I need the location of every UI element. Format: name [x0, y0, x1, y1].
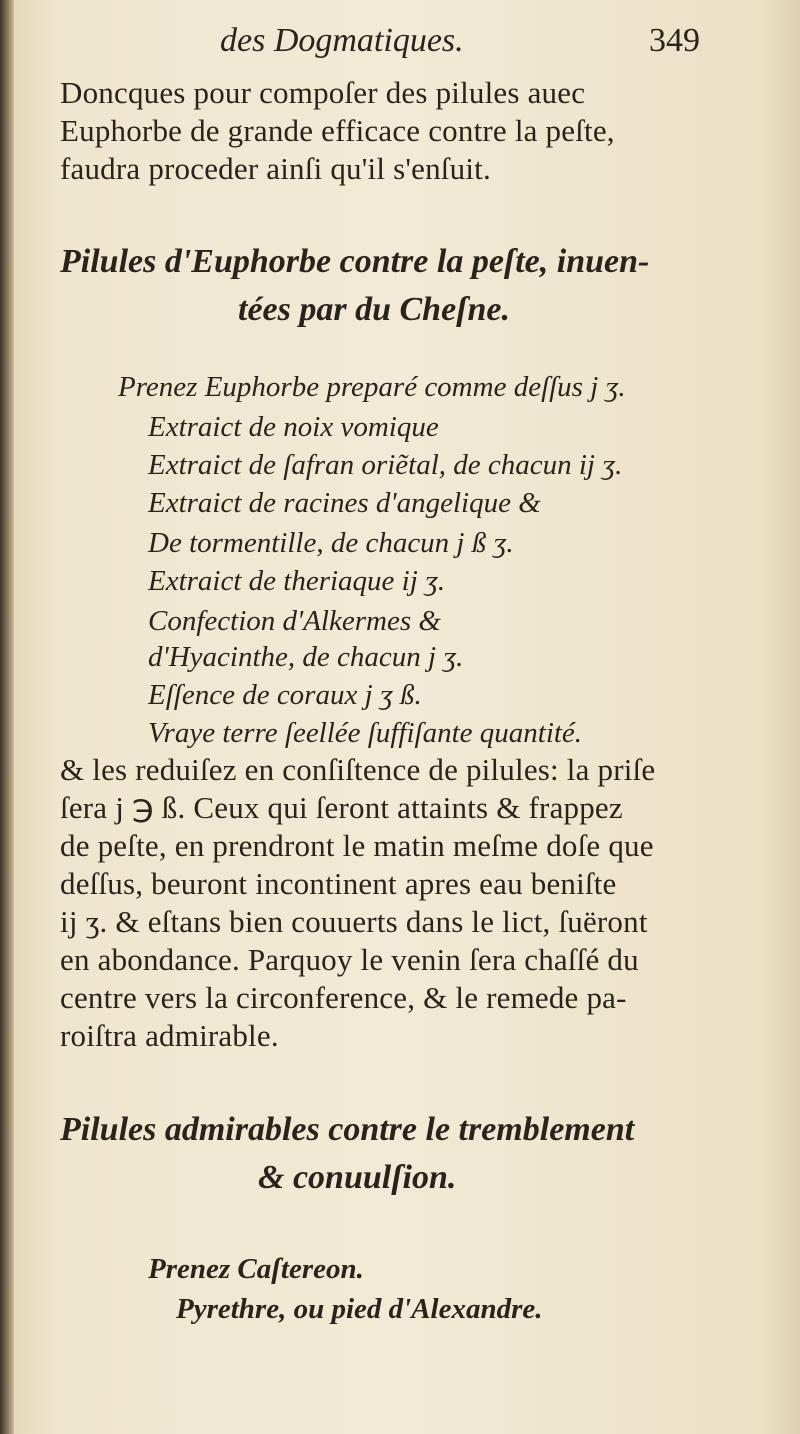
ingredient-line: Extraict de noix vomique	[148, 411, 439, 443]
ingredient-line: Extraict de theriaque ij ʒ.	[148, 565, 446, 597]
intro-line: Euphorbe de grande efficace contre la peſte,	[60, 113, 615, 148]
body-line: ij ʒ. & eſtans bien couuerts dans le lict, ſuëront	[60, 904, 648, 939]
body-line: ſera j ℈ ß. Ceux qui ſeront attaints & frappez	[60, 790, 623, 825]
body-line: roiſtra admirable.	[60, 1018, 279, 1053]
ingredient-line: Pyrethre, ou pied d'Alexandre.	[176, 1293, 543, 1325]
intro-line: faudra proceder ainſi qu'il s'enſuit.	[60, 151, 491, 186]
page-header	[60, 22, 700, 72]
ingredient-line: Confection d'Alkermes &	[148, 605, 441, 637]
section-heading: Pilules d'Euphorbe contre la peſte, inuen-	[60, 243, 650, 280]
ingredient-line: Prenez Euphorbe preparé comme deſſus j ʒ.	[118, 371, 626, 403]
book-spine	[0, 0, 14, 1434]
section-heading: & conuulſion.	[258, 1159, 457, 1196]
body-line: de peſte, en prendront le matin meſme doſe que	[60, 828, 654, 863]
ingredient-line: De tormentille, de chacun j ß ʒ.	[148, 527, 514, 559]
ingredient-line: Vraye terre ſeellée ſuffiſante quantité.	[148, 717, 583, 749]
body-line: deſſus, beuront incontinent apres eau beniſte	[60, 866, 617, 901]
section-heading: Pilules admirables contre le tremblement	[60, 1111, 635, 1148]
body-line: centre vers la circonference, & le remede pa-	[60, 980, 627, 1015]
ingredient-line: Extraict de ſafran oriẽtal, de chacun ij ʒ.	[148, 449, 623, 481]
running-title: des Dogmatiques.	[220, 22, 464, 59]
intro-line: Doncques pour compoſer des pilules auec	[60, 75, 586, 110]
body-line: & les reduiſez en conſiſtence de pilules: la priſe	[60, 752, 656, 787]
ingredient-line: Eſſence de coraux j ʒ ß.	[148, 679, 422, 711]
ingredient-line: d'Hyacinthe, de chacun j ʒ.	[148, 641, 464, 673]
body-line: en abondance. Parquoy le venin ſera chaſſé du	[60, 942, 639, 977]
page-number: 349	[649, 22, 700, 59]
ingredient-line: Extraict de racines d'angelique &	[148, 487, 541, 519]
section-heading: tées par du Cheſne.	[238, 291, 510, 328]
ingredient-line: Prenez Caſtereon.	[148, 1253, 364, 1285]
